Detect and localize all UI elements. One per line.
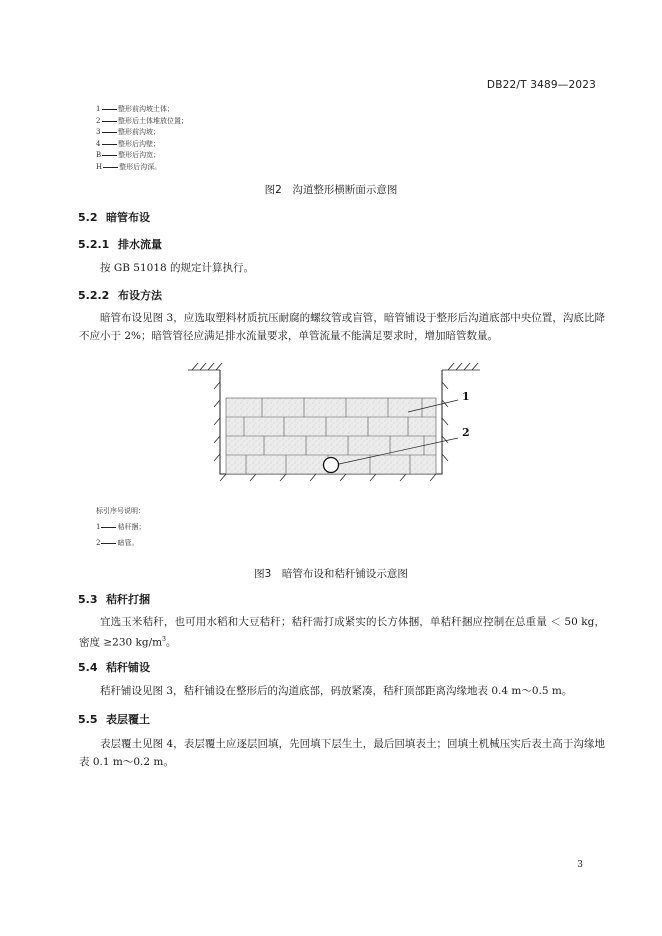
paragraph-5-2-2: 暗管布设见图 3，应选取塑料材质抗压耐腐的螺纹管或盲管，暗管铺设于整形后沟道底部中央位置，沟底比降不应小于 2%；暗管管径应满足排水流量要求，单管流量不能满足要求时，增加暗管数量。 [79,312,605,342]
figure3-legend [96,503,145,551]
legend-num: 4 [96,139,101,148]
right-ground-hatch [442,363,480,370]
legend-num: 2 [96,539,101,547]
section-number: 5.5 [78,713,98,726]
legend-item [96,139,188,151]
legend-item [96,162,188,174]
figure2-legend [96,104,188,173]
legend-num: 3 [96,128,101,136]
legend-text: 整形后沟深。 [119,162,162,171]
legend-title: 标引序号说明： [96,507,145,515]
section-heading-5-2-1 [78,236,162,252]
legend-text: 整形后沟壁； [118,139,160,148]
legend-text: 整形前沟坡土体； [118,105,174,113]
section-title: 排水流量 [118,238,162,251]
section-heading-5-4 [78,659,150,675]
legend-dash [102,121,117,122]
paragraph-5-5: 表层覆土见图 4，表层覆土应逐层回填，先回填下层生土，最后回填表土；回填土机械压实后表土高于沟缘地表 0.1 m～0.2 m。 [79,738,605,768]
figure2-caption: 图2 沟道整形横断面示意图 [264,184,398,196]
legend-num: B [96,151,102,159]
legend-item [96,519,145,535]
section-title: 表层覆土 [106,713,150,726]
section-title: 暗管布设 [106,211,150,224]
legend-dash [103,167,118,168]
page-number: 3 [577,860,583,870]
section-heading-5-2-2 [78,287,162,303]
section-number: 5.2 [78,211,98,224]
callout-1: 1 [462,390,470,403]
legend-text: 整形后土体堆放位置； [118,116,188,125]
legend-num: 1 [96,105,101,113]
figure3-diagram [186,360,482,486]
legend-num: 2 [96,116,101,125]
left-ground-hatch [188,363,222,370]
section-number: 5.2.1 [78,238,110,251]
legend-text: 秸秆捆； [117,523,146,531]
legend-item [96,104,188,116]
paragraph-end: 。 [165,636,177,649]
legend-text: 暗管。 [117,539,139,547]
section-title: 秸秆打捆 [106,593,150,606]
section-number: 5.3 [78,593,98,606]
legend-dash [102,144,117,145]
legend-dash [102,109,117,110]
legend-item [96,116,188,128]
drain-pipe [324,458,339,473]
section-number: 5.4 [78,661,98,674]
legend-item [96,535,145,551]
legend-item [96,127,188,139]
legend-dash [101,543,116,544]
section-heading-5-5 [78,711,150,727]
legend-dash [102,155,117,156]
section-heading-5-2 [78,209,150,225]
paragraph-5-2-1: 按 GB 51018 的规定计算执行。 [100,262,255,274]
legend-num: H [96,162,103,171]
section-heading-5-3 [78,591,150,607]
legend-dash [102,132,117,133]
paragraph-5-4: 秸秆铺设见图 3，秸秆铺设在整形后的沟道底部，码放紧凑，秸秆顶部距离沟缘地表 0.4 m～0.5 m。 [100,685,573,697]
legend-num: 1 [96,523,101,531]
superscript: 3 [162,636,166,643]
legend-text: 整形后沟宽； [118,151,161,159]
figure3-caption: 图3 暗管布设和秸秆铺设示意图 [254,568,408,580]
legend-text: 整形前沟坡； [118,128,160,136]
legend-item [96,150,188,162]
legend-dash [101,527,116,528]
paragraph-text: 宜选玉米秸秆，也可用水稻和大豆秸秆；秸秆需打成紧实的长方体捆，单秸秆捆应控制在总重量 ＜ 50 kg，密度 ≥230 kg/m [79,616,605,649]
document-id: DB22/T 3489—2023 [486,79,596,91]
section-title: 秸秆铺设 [106,661,150,674]
callout-2: 2 [462,426,470,439]
section-number: 5.2.2 [78,289,110,302]
paragraph-5-3 [79,613,605,652]
section-title: 布设方法 [118,289,162,302]
